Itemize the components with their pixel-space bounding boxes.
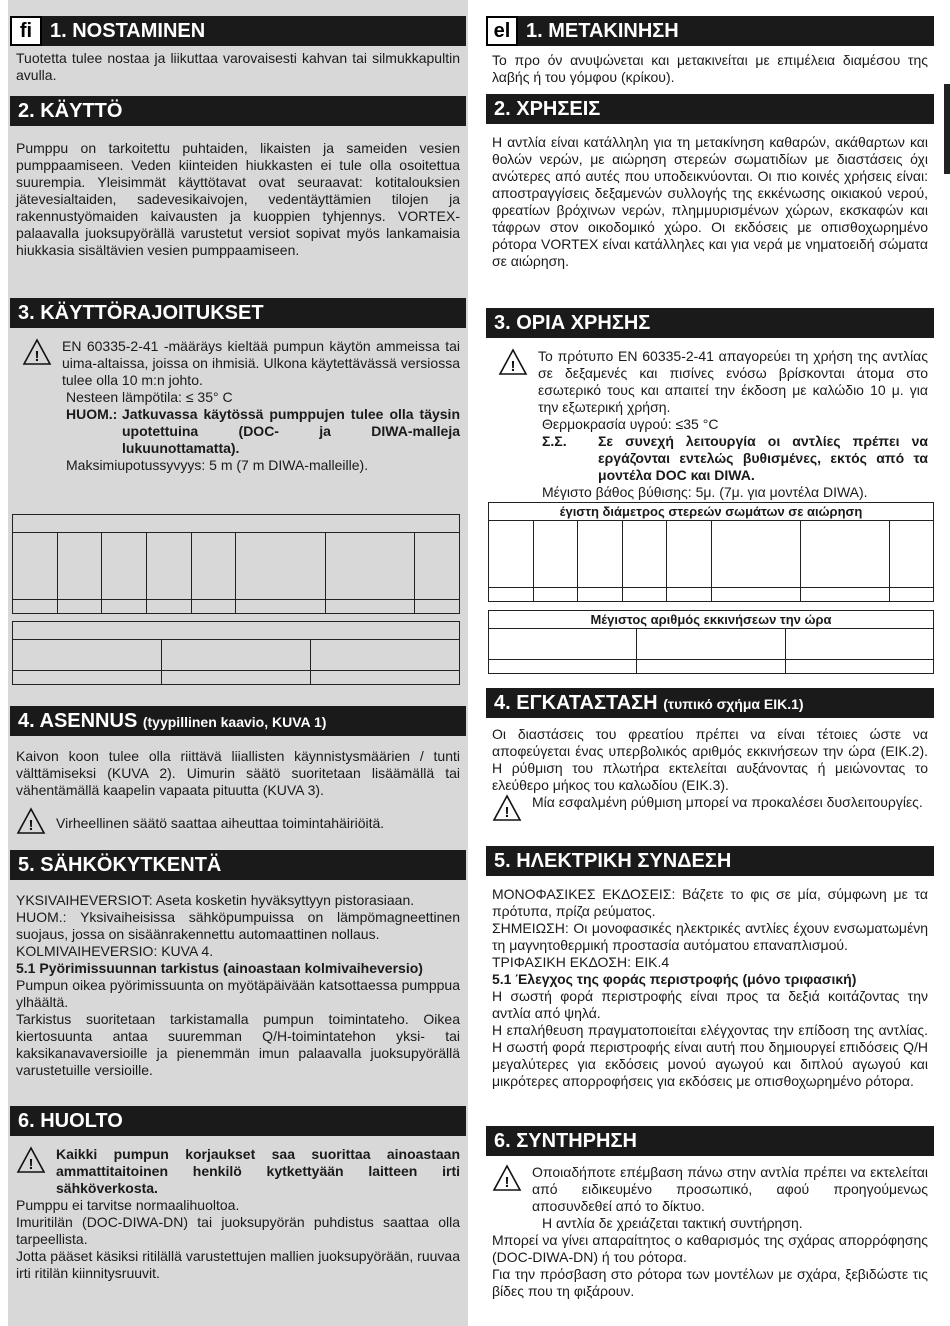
section-text: Η σωστή φορά περιστροφής είναι προς τα δεξιά κοιτάζοντας την αντλία από ψηλά. [492, 988, 928, 1021]
section-text: Για την πρόσβαση στο ρότορα των μοντέλων με σχάρα, ξεβιδώστε τις βίδες που τη φιξάρουν. [492, 1266, 928, 1299]
section-5-electrical [484, 846, 936, 1090]
section-text: ΣΗΜΕΙΩΣΗ: Οι μονοφασικές ηλεκτρικές αντλίες έχουν ενσωματωμένη τη μαγνητοθερμική προστασία αυτόματου επαναπλισμού. [492, 920, 928, 953]
section-text: Kaivon koon tulee olla riittävä liiallisten käynnistysmäärien / tunti välttämiseksi (KUVA 2). Uimurin säätö suoritetaan lisäämällä tai vähentämällä kaapelin vapaata pituutta (KUVA 3). [16, 748, 460, 798]
table-caption: Μέγιστος αριθμός εκκινήσεων την ώρα [489, 611, 934, 629]
svg-text:!: ! [504, 804, 510, 821]
note-text: Jatkuvassa käytössä pumppujen tulee olla täysin upotettuina (DOC- ja DIWA-malleja lukuunottamatta). [122, 406, 460, 456]
section-4-installation [8, 706, 468, 835]
page-edge-marker [944, 84, 950, 174]
section-text: KOLMIVAIHEVERSIO: KUVA 4. [16, 943, 214, 959]
section-text: EN 60335-2-41 -määräys kieltää pumpun käytön ammeissa tai uima-altaissa, joissa on ihmisiä. Ulkona käytettävässä versiossa tulee olla 10 m:n johto. [62, 338, 460, 388]
warning-icon [16, 807, 46, 835]
section-text: YKSIVAIHEVERSIOT: Aseta kosketin hyväksyttyyn pistorasiaan. [16, 892, 415, 908]
temperature-text: Nesteen lämpötila: ≤ 35° C [66, 389, 233, 405]
section-title: 2. KÄYTTÖ [10, 96, 466, 126]
section-text: ΜΟΝΟΦΑΣΙΚΕΣ ΕΚΔΟΣΕΙΣ: Βάζετε το φις σε μία, σύμφωνη με τα πρότυπα, πρίζα ρεύματος. [492, 886, 928, 919]
section-title: 5. SÄHKÖKYTKENTÄ [10, 850, 466, 880]
section-text: HUOM.: Yksivaiheisissa sähköpumpuissa on lämpömagneettinen suojaus, jossa on sisäänrakennettu automaattinen nollaus. [16, 909, 460, 942]
warning-icon [492, 794, 522, 822]
section-text: Tuotetta tulee nostaa ja liikuttaa varovaisesti kahvan tai silmukkapultin avulla. [16, 50, 460, 83]
warning-text: Virheellinen säätö saattaa aiheuttaa toimintahäiriöitä. [56, 815, 385, 831]
section-title: 6. HUOLTO [10, 1106, 466, 1136]
svg-text:!: ! [28, 1156, 34, 1173]
table-caption: έγιστη διάμετρος στερεών σωμάτων σε αιώρηση [489, 503, 934, 521]
note-label: HUOM.: [66, 406, 118, 422]
section-title: 1. NOSTAMINEN [50, 20, 206, 42]
section-text: Το προ όν ανυψώνεται και μετακινείται με επιμέλεια διαμέσου της λαβής ή του γόμφου (κρίκου). [492, 52, 928, 85]
section-title: 6. ΣΥΝΤΗΡΗΣΗ [486, 1126, 934, 1156]
section-1-lifting [8, 16, 468, 84]
solids-table [488, 502, 934, 602]
svg-text:!: ! [34, 348, 40, 365]
temperature-text: Θερμοκρασία υγρού: ≤35 °C [542, 416, 719, 432]
greek-column [484, 0, 936, 1326]
section-2-use [484, 94, 936, 270]
section-text: Η αντλία είναι κατάλληλη για τη μετακίνηση καθαρών, ακάθαρτων και θολών νερών, με αιώρηση στερεών σωματιδίων με διαστάσεις όχι ανώτερες από αυτές που υποδεικνύονται. Οι πιο κοινές χρήσεις είναι: αποστραγγίσεις δεξαμενών συλλογής της εκκένωσης οικιακού νερού, φρεατίων βρόχινων νερών, πλημμυρισμένων χώρων, εκσκαφών και τάφρων στον οικοδομικό χώρο. Οι εκδόσεις με οπισθοχωρημένο ρότορα VORTEX είναι κατάλληλες και για νερά με νηματοειδή σώματα σε αιώρηση. [492, 134, 928, 269]
section-4-installation [484, 688, 936, 822]
section-3-limitations [484, 308, 936, 501]
warning-icon [16, 1146, 46, 1174]
language-code-badge: fi [10, 16, 42, 46]
note-label: Σ.Σ. [542, 433, 567, 449]
subsection-title: 5.1 Pyörimissuunnan tarkistus (ainoastaan kolmivaiheversio) [16, 960, 423, 976]
section-text: Η αντλία δε χρειάζεται τακτική συντήρηση. [542, 1215, 803, 1231]
section-text: Η επαλήθευση πραγματοποιείται ελέγχοντας την επίδοση της αντλίας. Η σωστή φορά περιστροφής είναι αυτή που δημιουργεί επιδόσεις Q/H μεγαλύτερες για εκδόσεις μονού αγωγού και διπλού αγωγού και μικρότερες απορροφήσεις για εκδόσεις με οπισθοχωρημένο ρότορα. [492, 1022, 928, 1089]
section-5-electrical [8, 850, 468, 1079]
note-text: Σε συνεχή λειτουργία οι αντλίες πρέπει να εργάζονται εντελώς βυθισμένες, εκτός από τα μοντέλα DOC και DIWA. [598, 433, 928, 483]
starts-table [12, 621, 460, 685]
section-1-lifting [484, 16, 936, 86]
section-title: 4. ASENNUS [18, 710, 138, 732]
section-text: ΤΡΙΦΑΣΙΚΗ ΕΚΔΟΣΗ: ΕΙΚ.4 [492, 954, 670, 970]
section-title: 2. ΧΡΗΣΕΙΣ [486, 94, 934, 124]
svg-text:!: ! [28, 817, 34, 834]
section-subtitle: (tyypillinen kaavio, KUVA 1) [142, 714, 327, 730]
warning-text: Οποιαδήποτε επέμβαση πάνω στην αντλία πρέπει να εκτελείται από ειδικευμένο προσωπικό, αφού προηγούμενως αποσυνδεθεί από το δίκτυο. [532, 1164, 928, 1214]
section-text: Pumppu ei tarvitse normaalihuoltoa. [16, 1197, 240, 1213]
depth-text: Μέγιστο βάθος βύθισης: 5μ. (7μ. για μοντέλα DIWA). [542, 484, 868, 500]
section-text: Οι διαστάσεις του φρεατίου πρέπει να είναι τέτοιες ώστε να αποφεύγεται ένας υπερβολικός αριθμός εκκινήσεων την ώρα (ΕΙΚ.2). Η ρύθμιση του πλωτήρα εκτελείται αυξάνοντας ή μειώνοντας το ελεύθερο μήκος του καλωδίου (ΕΙΚ.3). [492, 726, 928, 793]
section-text: Imuritilän (DOC-DIWA-DN) tai juoksupyörän puhdistus saattaa olla tarpeellista. [16, 1214, 460, 1247]
section-title: 1. ΜΕΤΑΚΙΝΗΣΗ [526, 20, 679, 42]
section-title: 4. ΕΓΚΑΤΑΣΤΑΣΗ [494, 692, 658, 714]
section-3-limitations [8, 298, 468, 474]
section-6-maintenance [484, 1126, 936, 1300]
section-title: 3. ΟΡΙΑ ΧΡΗΣΗΣ [486, 308, 934, 338]
depth-text: Maksimiupotussyvyys: 5 m (7 m DIWA-malleille). [66, 457, 369, 473]
svg-text:!: ! [510, 358, 516, 375]
starts-table [488, 610, 934, 674]
section-text: Jotta pääset käsiksi ritilällä varustettujen mallien juoksupyörään, ruuvaa irti ritilän kiinnitysruuvit. [16, 1248, 460, 1281]
section-text: Tarkistus suoritetaan tarkistamalla pumpun toimintateho. Oikea kiertosuunta antaa suuremman Q/H-toimintatehon yksi- tai kaksikanavaversioille ja pienemmän imun palaavalla juoksupyörällä varustetuille versioille. [16, 1011, 460, 1078]
section-subtitle: (τυπικό σχήμα ΕΙΚ.1) [663, 696, 804, 712]
section-6-maintenance [8, 1106, 468, 1282]
warning-icon [498, 348, 528, 376]
finnish-column [8, 0, 468, 1326]
svg-text:!: ! [504, 1174, 510, 1191]
language-code-badge: el [486, 16, 518, 46]
section-2-use [8, 96, 468, 259]
section-text: Το πρότυπο EN 60335-2-41 απαγορεύει τη χρήση της αντλίας σε δεξαμενές και πισίνες ενόσω βρίσκονται άτομα στο εσωτερικό τους και απαιτεί την έκδοση με καλώδιο 10 μ. για την εξωτερική χρήση. [538, 348, 928, 415]
warning-text: Μία εσφαλμένη ρύθμιση μπορεί να προκαλέσει δυσλειτουργίες. [532, 794, 923, 810]
section-title: 5. ΗΛΕΚΤΡΙΚΗ ΣΥΝΔΕΣΗ [486, 846, 934, 876]
warning-text: Kaikki pumpun korjaukset saa suorittaa ainoastaan ammattitaitoinen henkilö kytkettyään laitteen irti sähköverkosta. [56, 1146, 460, 1196]
warning-icon [492, 1164, 522, 1192]
section-text: Pumpun oikea pyörimissuunta on myötäpäivään katsottaessa pumppua ylhäältä. [16, 977, 460, 1010]
subsection-title: 5.1 Έλεγχος της φοράς περιστροφής (μόνο τριφασική) [492, 971, 857, 987]
solids-table [12, 514, 460, 614]
section-text: Μπορεί να γίνει απαραίτητος ο καθαρισμός της σχάρας απορρόφησης (DOC-DIWA-DN) ή του ρότορα. [492, 1232, 928, 1265]
section-text: Pumppu on tarkoitettu puhtaiden, likaisten ja sameiden vesien pumppaamiseen. Veden kiinteiden hiukkasten ei tule olla osoitettua suurempia. Yleisimmät käyttötavat ovat seuraavat: kotitalouksien jätevesialtaiden, sadevesikaivojen, vedentäyttämien tilojen ja rakennustyömaiden kaivausten ja kuoppien tyhjennys. VORTEX-palaavalla juoksupyörällä varustetut versiot sopivat myös lankamaisia hiukkasia sisältävien vesien pumppaamiseen. [16, 140, 460, 258]
warning-icon [22, 338, 52, 366]
section-title: 3. KÄYTTÖRAJOITUKSET [10, 298, 466, 328]
